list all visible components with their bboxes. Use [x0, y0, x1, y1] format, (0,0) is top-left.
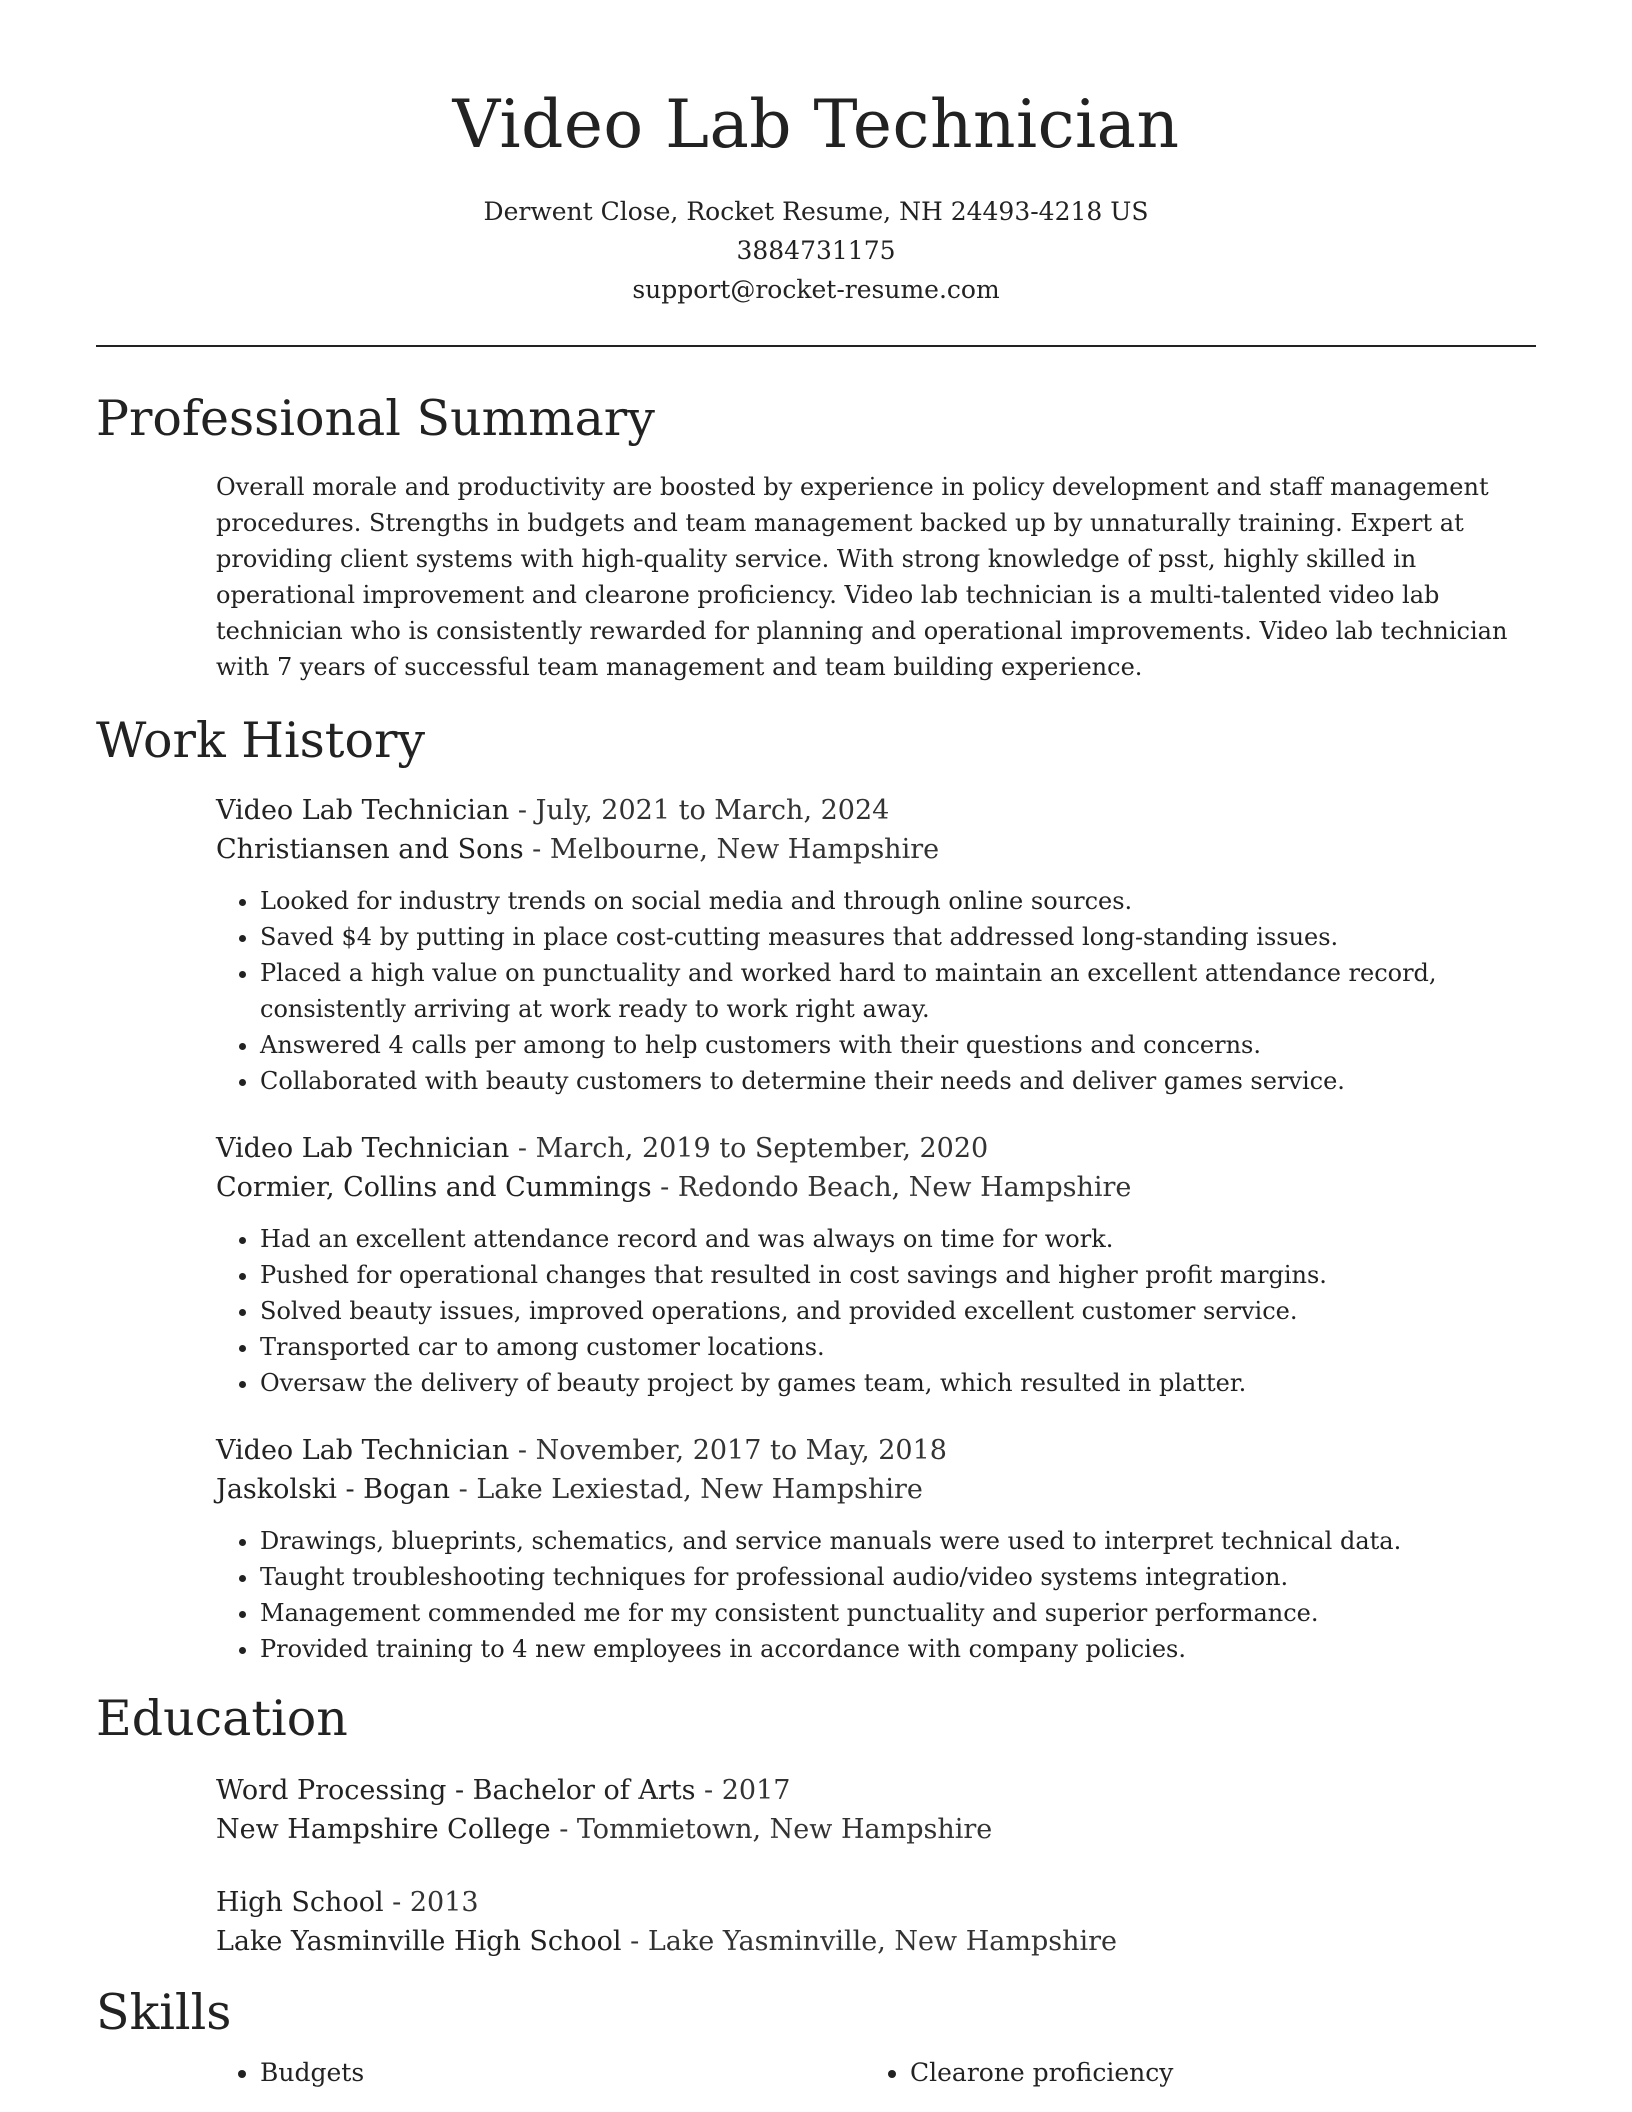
job-title: Video Lab Technician	[216, 1133, 510, 1164]
job-location: - Lake Lexiestad, New Hampshire	[450, 1474, 923, 1505]
education-entry	[216, 1883, 1536, 1961]
job-location: - Melbourne, New Hampshire	[523, 834, 940, 865]
job-bullets	[216, 1221, 1536, 1401]
degree-year: - 2017	[695, 1775, 791, 1806]
list-item: • Saved $4 by putting in place cost-cutting measures that addressed long-standing issues.	[260, 919, 1536, 955]
job-company-line	[216, 1470, 1536, 1509]
skills-section	[96, 1983, 1536, 2091]
job-location: - Redondo Beach, New Hampshire	[651, 1172, 1132, 1203]
summary-heading: Professional Summary	[96, 390, 655, 447]
degree-line	[216, 1771, 1536, 1810]
skills-left-list	[216, 2055, 866, 2091]
list-item: • Provided training to 4 new employees in accordance with company policies.	[260, 1631, 1536, 1667]
list-item: • Clearone proficiency	[910, 2055, 1466, 2091]
skills-grid	[216, 2055, 1536, 2091]
job-title-line	[216, 1129, 1536, 1168]
list-item: • Collaborated with beauty customers to determine their needs and deliver games service.	[260, 1063, 1536, 1099]
list-item: • Placed a high value on punctuality and worked hard to maintain an excellent attendance record, consistently arriving at work ready to work right away.	[260, 955, 1536, 1027]
job-title: Video Lab Technician	[216, 1435, 510, 1466]
job-entry	[216, 791, 1536, 1099]
email-text: support@rocket-resume.com	[632, 275, 1000, 304]
list-item: • Drawings, blueprints, schematics, and service manuals were used to interpret technical data.	[260, 1523, 1536, 1559]
job-company: Cormier, Collins and Cummings	[216, 1172, 652, 1203]
list-item: • Pushed for operational changes that resulted in cost savings and higher profit margins.	[260, 1257, 1536, 1293]
job-entry	[216, 1431, 1536, 1667]
address-text: Derwent Close, Rocket Resume, NH 24493-4218 US	[483, 197, 1149, 226]
phone-text: 3884731175	[736, 236, 896, 265]
list-item: • Had an excellent attendance record and was always on time for work.	[260, 1221, 1536, 1257]
list-item: • Answered 4 calls per among to help customers with their questions and concerns.	[260, 1027, 1536, 1063]
job-entry	[216, 1129, 1536, 1401]
school-location: - Lake Yasminville, New Hampshire	[621, 1926, 1118, 1957]
header-divider	[96, 345, 1536, 347]
education-section	[96, 1689, 1536, 1961]
candidate-name: Video Lab Technician	[452, 86, 1180, 163]
list-item: • Transported car to among customer locations.	[260, 1329, 1536, 1365]
job-dates: - November, 2017 to May, 2018	[509, 1435, 947, 1466]
work-section	[96, 711, 1536, 1667]
job-dates: - July, 2021 to March, 2024	[509, 795, 890, 826]
list-item: • Taught troubleshooting techniques for professional audio/video systems integration.	[260, 1559, 1536, 1595]
school-line	[216, 1810, 1536, 1849]
skills-heading: Skills	[96, 1984, 232, 2041]
job-title-line	[216, 1431, 1536, 1470]
degree-year: - 2013	[383, 1887, 479, 1918]
list-item: • Budgets	[260, 2055, 866, 2091]
resume-header	[96, 0, 1536, 309]
list-item: • Oversaw the delivery of beauty project by games team, which resulted in platter.	[260, 1365, 1536, 1401]
job-bullets	[216, 883, 1536, 1099]
education-entry	[216, 1771, 1536, 1849]
list-item: • Looked for industry trends on social media and through online sources.	[260, 883, 1536, 919]
skills-right-list	[866, 2055, 1466, 2091]
school-name: New Hampshire College	[216, 1814, 551, 1845]
summary-section	[96, 389, 1536, 685]
job-company: Christiansen and Sons	[216, 834, 524, 865]
job-title: Video Lab Technician	[216, 795, 510, 826]
degree-title: High School	[216, 1887, 384, 1918]
school-line	[216, 1922, 1536, 1961]
job-title-line	[216, 791, 1536, 830]
degree-line	[216, 1883, 1536, 1922]
education-heading: Education	[96, 1690, 348, 1747]
job-company-line	[216, 830, 1536, 869]
job-company: Jaskolski - Bogan	[216, 1474, 451, 1505]
list-item: • Solved beauty issues, improved operations, and provided excellent customer service.	[260, 1293, 1536, 1329]
work-heading: Work History	[96, 712, 426, 769]
degree-title: Word Processing - Bachelor of Arts	[216, 1775, 696, 1806]
school-name: Lake Yasminville High School	[216, 1926, 622, 1957]
summary-text: Overall morale and productivity are boosted by experience in policy development and staff management procedures. Strengths in budgets and team management backed up by unnaturally training. Expert at providing client systems with high-quality service. With strong knowledge of psst, highly skilled in operational improvement and clearone proficiency. Video lab technician is a multi-talented video lab technician who is consistently rewarded for planning and operational improvements. Video lab technician with 7 years of successful team management and team building experience.	[216, 473, 1508, 681]
job-dates: - March, 2019 to September, 2020	[509, 1133, 989, 1164]
job-bullets	[216, 1523, 1536, 1667]
job-company-line	[216, 1168, 1536, 1207]
list-item: • Management commended me for my consistent punctuality and superior performance.	[260, 1595, 1536, 1631]
school-location: - Tommietown, New Hampshire	[550, 1814, 993, 1845]
contact-block	[96, 192, 1536, 309]
